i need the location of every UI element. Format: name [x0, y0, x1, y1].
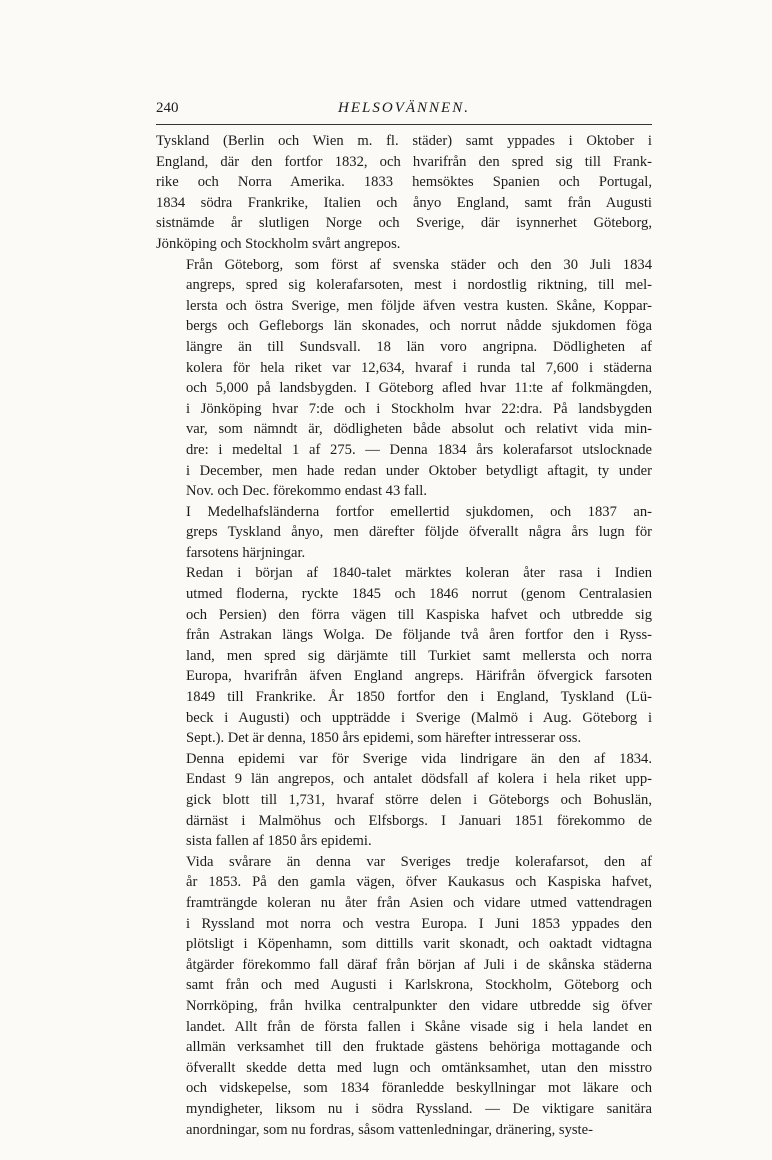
text-line: och Persien) den förra vägen till Kaspiska hafvet och utbredde sig: [186, 606, 652, 623]
text-line: allmän verksamhet till den fruktade gästens behöriga mottagande och: [186, 1039, 652, 1056]
text-line: och 5,000 på landsbygden. I Göteborg afled hvar 11:te af folkmängden,: [186, 380, 652, 397]
text-line: längre än till Sundsvall. 18 län voro angripna. Dödligheten af: [186, 338, 652, 355]
text-line: Sept.). Det är denna, 1850 års epidemi, som härefter intresserar oss.: [186, 730, 582, 747]
text-line: i December, men hade redan under Oktober betydligt aftagit, ty under: [186, 462, 652, 479]
text-line: Norrköping, från hvilka centralpunkter den vidare utbredde sig öfver: [186, 997, 652, 1014]
text-line: myndigheter, liksom nu i södra Ryssland. — De viktigare sanitära: [186, 1100, 652, 1117]
text-line: 1834 södra Frankrike, Italien och ånyo England, samt från Augusti: [156, 194, 652, 211]
text-line: bergs och Gefleborgs län skonades, och norrut nådde sjukdomen föga: [186, 318, 652, 335]
text-line: landet. Allt från de första fallen i Skåne visade sig i hela landet en: [186, 1018, 652, 1035]
paragraph: [156, 563, 652, 748]
text-line: rike och Norra Amerika. 1833 hemsöktes Spanien och Portugal,: [156, 174, 652, 191]
text-line: öfverallt skedde detta med lugn och omtänksamhet, utan den misstro: [186, 1059, 652, 1076]
text-line: Endast 9 län angrepos, och antalet dödsfall af kolera i hela riket upp-: [186, 771, 652, 788]
text-line: utmed floderna, ryckte 1845 och 1846 norrut (genom Centralasien: [186, 586, 652, 603]
text-line: Jönköping och Stockholm svårt angrepos.: [156, 235, 401, 252]
text-line: beck i Augusti) och uppträdde i Sverige (Malmö i Aug. Göteborg i: [186, 709, 652, 726]
paragraph: [156, 255, 652, 502]
text-line: land, men spred sig därjämte till Turkiet samt mellersta och norra: [186, 647, 652, 664]
text-line: och vidskepelse, som 1834 föranledde beskyllningar mot läkare och: [186, 1080, 652, 1097]
paragraph: [156, 502, 652, 564]
page-number: 240: [156, 100, 179, 116]
text-line: I Medelhafsländerna fortfor emellertid sjukdomen, och 1837 an-: [186, 503, 652, 520]
text-line: därnäst i Malmöhus och Elfsborgs. I Januari 1851 förekommo de: [186, 812, 652, 829]
text-line: sista fallen af 1850 års epidemi.: [186, 833, 372, 850]
text-line: Denna epidemi var för Sverige vida lindrigare än den af 1834.: [186, 750, 652, 767]
text-line: plötsligt i Köpenhamn, som dittills varit skonadt, och oaktadt vidtagna: [186, 936, 652, 953]
text-line: anordningar, som nu fordras, såsom vattenledningar, dränering, syste-: [186, 1121, 593, 1138]
text-line: lersta och östra Sverige, men följde äfven vestra kusten. Skåne, Koppar-: [186, 297, 652, 314]
text-line: Från Göteborg, som först af svenska städer och den 30 Juli 1834: [186, 256, 652, 273]
text-line: åtgärder förekommo fall däraf från början af Juli i de skånska städerna: [186, 956, 652, 973]
text-line: i Jönköping hvar 7:de och i Stockholm hvar 22:dra. På landsbygden: [186, 400, 652, 417]
text-line: Nov. och Dec. förekommo endast 43 fall.: [186, 483, 427, 500]
paragraph: [156, 131, 652, 255]
text-line: angreps, spred sig kolerafarsoten, mest i nordostlig riktning, till mel-: [186, 277, 652, 294]
text-line: 1849 till Frankrike. År 1850 fortfor den i England, Tyskland (Lü-: [186, 689, 652, 706]
running-header: [156, 96, 652, 125]
book-page: [156, 96, 652, 1140]
paragraph: [156, 749, 652, 852]
text-line: Tyskland (Berlin och Wien m. fl. städer) samt yppades i Oktober i: [156, 133, 652, 149]
text-line: kolera för hela riket var 12,634, hvaraf i runda tal 7,600 i städerna: [186, 359, 652, 376]
text-line: år 1853. På den gamla vägen, öfver Kaukasus och Kaspiska hafvet,: [186, 874, 652, 891]
text-line: framträngde koleran nu åter från Asien och vidare utmed vattendragen: [186, 894, 652, 911]
article-body: [156, 131, 652, 1140]
text-line: var, som nämndt är, dödligheten både absolut och relativt vida min-: [186, 421, 652, 438]
text-line: gick blott till 1,731, hvaraf större delen i Göteborgs och Bohuslän,: [186, 792, 652, 808]
text-line: sistnämde år slutligen Norge och Sverige, där isynnerhet Göteborg,: [156, 215, 652, 232]
text-line: från Astrakan längs Wolga. De följande två åren fortfor den i Ryss-: [186, 627, 652, 644]
text-line: Redan i början af 1840-talet märktes koleran åter rasa i Indien: [186, 565, 652, 582]
paragraph: [156, 852, 652, 1140]
text-line: Europa, hvarifrån äfven England angreps. Härifrån öfvergick farsoten: [186, 668, 652, 685]
text-line: dre: i medeltal 1 af 275. — Denna 1834 års kolerafarsot utslocknade: [186, 441, 652, 458]
text-line: i Ryssland mot norra och vestra Europa. I Juni 1853 yppades den: [186, 915, 652, 932]
journal-title: HELSOVÄNNEN.: [338, 100, 470, 116]
text-line: greps Tyskland ånyo, men därefter följde öfverallt några års lugn för: [186, 524, 652, 541]
text-line: samt från och med Augusti i Karlskrona, Stockholm, Göteborg och: [186, 977, 652, 994]
text-line: Vida svårare än denna var Sveriges tredje kolerafarsot, den af: [186, 853, 652, 870]
text-line: farsotens härjningar.: [186, 544, 306, 561]
text-line: England, där den fortfor 1832, och hvarifrån den spred sig till Frank-: [156, 153, 652, 170]
